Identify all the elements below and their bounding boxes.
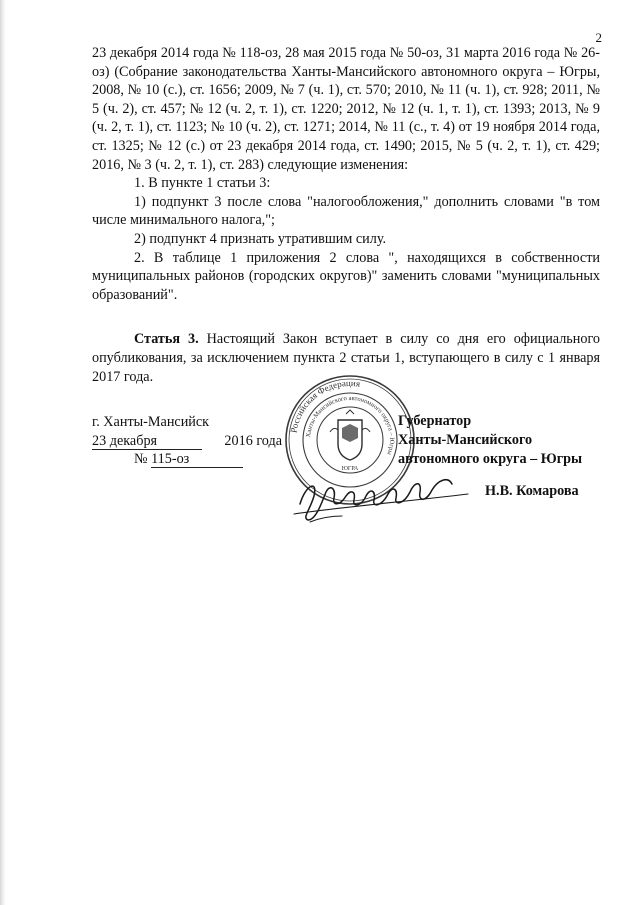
signature-governor-title	[398, 412, 582, 469]
scan-edge-shadow	[0, 0, 6, 905]
signature-date	[92, 432, 282, 451]
governor-title-line-1: Губернатор	[398, 413, 472, 429]
governor-title-line-3: автономного округа – Югры	[398, 451, 583, 467]
seal-emblem-icon	[330, 410, 370, 460]
document-body	[92, 44, 600, 386]
article-3-text: Настоящий Закон вступает в силу со дня его официального опубликования, за исключением пункта 2 статьи 1, вступающего в силу с 1 января 2017 года.	[92, 331, 601, 385]
handwritten-signature	[292, 462, 472, 532]
signature-date-year: 2016 года	[224, 432, 282, 449]
seal-outer-text: Российская Федерация	[288, 377, 361, 434]
law-number-prefix: №	[134, 451, 148, 468]
signature-date-day-month: 23 декабря	[92, 434, 202, 450]
page-number: 2	[595, 30, 602, 45]
law-number	[92, 450, 282, 469]
article-3-heading: Статья 3.	[134, 331, 199, 348]
paragraph-point-2: 2. В таблице 1 приложения 2 слова ", находящихся в собственности муниципальных районов (городских округов)" заменить словами "муниципальных образований".	[92, 249, 600, 303]
governor-title-line-2: Ханты-Мансийского	[398, 432, 533, 448]
signature-place-date	[92, 413, 282, 469]
paragraph-subpoint-1: 1) подпункт 3 после слова "налогообложения," дополнить словами "в том числе минимального налога,";	[92, 193, 600, 229]
paragraph-point-1: 1. В пункте 1 статьи 3:	[134, 175, 271, 192]
law-number-value: 115-оз	[151, 452, 243, 468]
signer-name: Н.В. Комарова	[485, 483, 579, 499]
paragraph-continued: 23 декабря 2014 года № 118-оз, 28 мая 2015 года № 50-оз, 31 марта 2016 года № 26-оз) (Собрание законодательства Ханты-Мансийского автономного округа – Югры, 2008, № 10 (с.), ст. 1656; 2009, № 7 (ч. 1), ст. 570; 2010, № 11 (ч. 1), ст. 928; 2011, № 5 (ч. 2), ст. 457; № 12 (ч. 2, т. 1), ст. 1220; 2012, № 12 (ч. 1, т. 1), ст. 1393; 2013, № 9 (ч. 2, т. 1), ст. 1123; № 10 (ч. 2), ст. 1271; 2014, № 11 (с., т. 4) от 19 ноября 2014 года, ст. 1325; № 12 (с.) от 23 декабря 2014 года, ст. 1490; 2015, № 5 (ч. 2, т. 1), ст. 429; 2016, № 3 (ч. 2, т. 1), ст. 283) следующие изменения:	[92, 45, 600, 173]
paragraph-gap	[92, 304, 600, 330]
signature-city: г. Ханты-Мансийск	[92, 414, 210, 430]
seal-center-text: ЮГРА	[341, 466, 359, 472]
seal-inner-text: Ханты-Мансийского автономного округа – Югры	[305, 394, 396, 456]
paragraph-subpoint-2: 2) подпункт 4 признать утратившим силу.	[134, 230, 387, 247]
